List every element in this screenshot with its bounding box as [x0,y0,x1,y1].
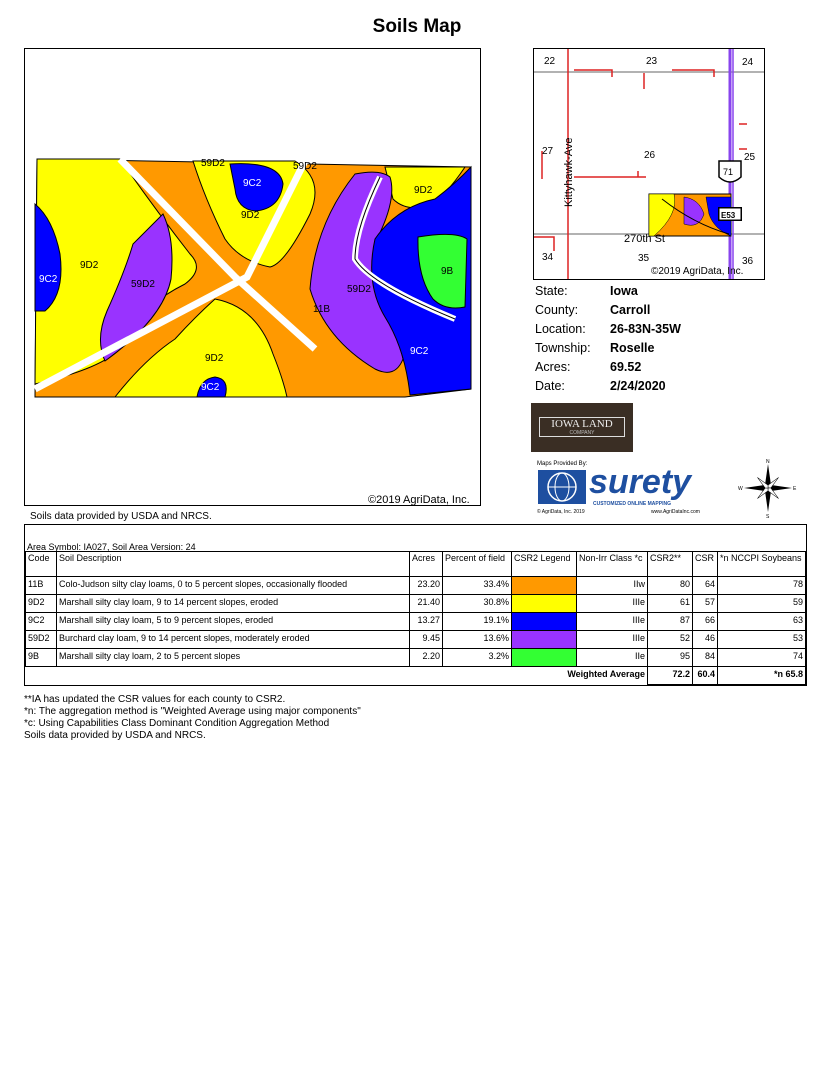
map-label: 11B [313,304,331,315]
weighted-average-row [26,667,806,685]
soils-data-note: Soils data provided by USDA and NRCS. [30,511,212,522]
cell-csr2: 61 [648,595,693,613]
cell-desc: Colo-Judson silty clay loams, 0 to 5 percent slopes, occasionally flooded [57,577,410,595]
location-map-canvas [534,49,764,279]
cell-csr: 46 [693,631,718,649]
cell-acres: 9.45 [410,631,443,649]
section-label: 24 [742,57,754,68]
svg-text:W: W [738,486,743,492]
map-label: 59D2 [293,161,317,172]
cell-acres: 21.40 [410,595,443,613]
cell-nccpi: 59 [718,595,806,613]
location-map[interactable] [533,48,765,280]
cell-class: IIIe [577,631,648,649]
table-row[interactable] [26,595,806,613]
col-header: Code [26,552,57,577]
cell-nccpi: 53 [718,631,806,649]
col-header: *n NCCPI Soybeans [718,552,806,577]
section-label: 25 [744,152,756,163]
cell-pct: 3.2% [443,649,512,667]
cell-pct: 30.8% [443,595,512,613]
surety-logo: Maps Provided By: surety CUSTOMIZED ONLINE MAPPING © AgriData, Inc. 2019 www.AgriDataInc.com [537,461,700,515]
road-label-kittyhawk: Kittyhawk-Ave [563,137,575,207]
section-label: 36 [742,256,754,267]
info-location: Location: 26-83N-35W [535,322,681,336]
map-label: 9C2 [410,346,429,357]
cell-acres: 13.27 [410,613,443,631]
globe-icon [538,470,586,504]
soils-map[interactable] [24,48,481,506]
footnote: Soils data provided by USDA and NRCS. [24,730,206,741]
cell-desc: Marshall silty clay loam, 9 to 14 percent slopes, eroded [57,595,410,613]
map-label: 9D2 [241,210,260,221]
cell-code: 59D2 [26,631,57,649]
section-label: 34 [542,252,554,263]
cell-csr2: 52 [648,631,693,649]
map-label: 9D2 [80,260,99,271]
weighted-average-label: Weighted Average [26,667,648,685]
legend-swatch [512,577,577,595]
cell-csr2: 80 [648,577,693,595]
map-label: 9D2 [414,185,433,196]
info-township: Township: Roselle [535,341,655,355]
cell-csr: 84 [693,649,718,667]
cell-nccpi: 78 [718,577,806,595]
cell-code: 11B [26,577,57,595]
soil-table-container [24,524,807,686]
road-label-270th: 270th St [624,233,665,245]
cell-acres: 23.20 [410,577,443,595]
cell-csr: 64 [693,577,718,595]
shield-e53: E53 [721,211,736,220]
section-label: 22 [544,56,556,67]
location-copyright: ©2019 AgriData, Inc. [651,266,744,277]
cell-pct: 19.1% [443,613,512,631]
cell-class: IIw [577,577,648,595]
legend-swatch [512,613,577,631]
cell-acres: 2.20 [410,649,443,667]
cell-csr2: 87 [648,613,693,631]
info-state: State: Iowa [535,284,638,298]
cell-pct: 33.4% [443,577,512,595]
footnote: *c: Using Capabilities Class Dominant Condition Aggregation Method [24,718,330,729]
svg-text:E: E [793,486,797,492]
legend-swatch [512,649,577,667]
weighted-csr: 60.4 [693,667,718,685]
col-header: Percent of field [443,552,512,577]
page-title: Soils Map [372,16,462,37]
iowa-land-logo: IOWA LAND COMPANY [531,403,633,452]
cell-nccpi: 63 [718,613,806,631]
soils-map-canvas [25,49,480,505]
map-label: 9C2 [243,178,262,189]
cell-nccpi: 74 [718,649,806,667]
weighted-csr2: 72.2 [648,667,693,685]
col-header: CSR2** [648,552,693,577]
shield-71: 71 [723,167,734,177]
footnotes [24,694,361,742]
map-label: 59D2 [131,279,155,290]
cell-desc: Marshall silty clay loam, 5 to 9 percent slopes, eroded [57,613,410,631]
area-symbol: Area Symbol: IA027, Soil Area Version: 24 [27,542,196,552]
cell-pct: 13.6% [443,631,512,649]
map-copyright: ©2019 AgriData, Inc. [368,494,470,506]
cell-class: IIe [577,649,648,667]
col-header: CSR [693,552,718,577]
cell-desc: Burchard clay loam, 9 to 14 percent slopes, moderately eroded [57,631,410,649]
map-label: 59D2 [201,158,225,169]
cell-csr2: 95 [648,649,693,667]
section-label: 23 [646,56,658,67]
table-row[interactable] [26,613,806,631]
cell-code: 9C2 [26,613,57,631]
map-label: 9C2 [201,382,220,393]
col-header: Soil Description [57,552,410,577]
cell-desc: Marshall silty clay loam, 2 to 5 percent slopes [57,649,410,667]
map-label: 59D2 [347,284,371,295]
cell-csr: 57 [693,595,718,613]
svg-text:S: S [766,514,770,518]
info-acres: Acres: 69.52 [535,360,642,374]
cell-code: 9D2 [26,595,57,613]
soil-table [25,551,806,685]
footnote: *n: The aggregation method is "Weighted Average using major components" [24,706,361,717]
map-label: 9B [441,266,454,277]
table-row[interactable] [26,577,806,595]
cell-class: IIIe [577,613,648,631]
info-date: Date: 2/24/2020 [535,379,666,393]
legend-swatch [512,595,577,613]
legend-swatch [512,631,577,649]
footnote: **IA has updated the CSR values for each county to CSR2. [24,694,286,705]
compass-rose-icon [738,458,798,518]
cell-csr: 66 [693,613,718,631]
cell-class: IIIe [577,595,648,613]
col-header: CSR2 Legend [512,552,577,577]
weighted-nccpi: *n 65.8 [718,667,806,685]
table-row[interactable] [26,631,806,649]
map-label: 9C2 [39,274,58,285]
info-county: County: Carroll [535,303,651,317]
map-label: 9D2 [205,353,224,364]
col-header: Acres [410,552,443,577]
table-header-row [26,552,806,577]
section-label: 27 [542,146,554,157]
section-label: 26 [644,150,656,161]
cell-code: 9B [26,649,57,667]
section-label: 35 [638,253,650,264]
table-row[interactable] [26,649,806,667]
col-header: Non-Irr Class *c [577,552,648,577]
svg-text:N: N [766,459,770,465]
